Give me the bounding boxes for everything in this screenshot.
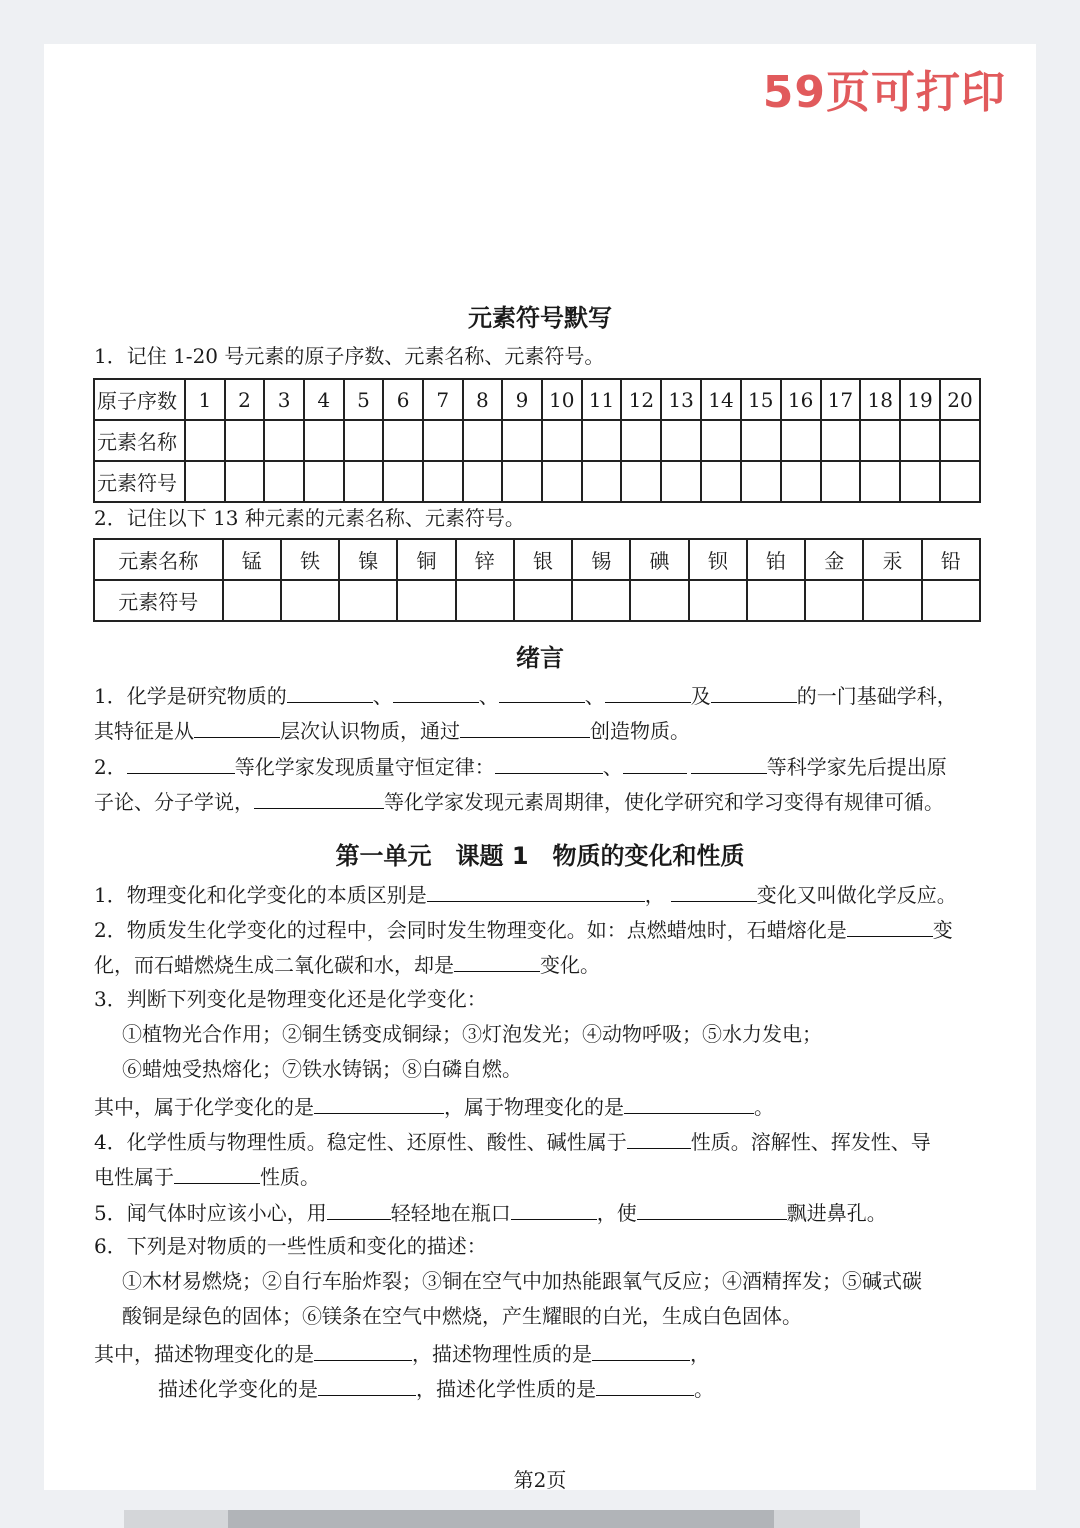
unit1-line-2 <box>94 916 953 942</box>
table-cell <box>741 461 781 502</box>
table-cell: 20 <box>940 379 980 420</box>
intro-line-3 <box>94 753 947 779</box>
table-cell <box>781 420 821 461</box>
section-title-unit-1: 第一单元 课题 1 物质的变化和性质 <box>335 842 745 870</box>
question-2-text: 2．记住以下 13 种元素的元素名称、元素符号。 <box>94 506 525 530</box>
text: 子论、分子学说， <box>94 790 254 814</box>
text: 1．化学是研究物质的 <box>94 684 287 708</box>
text: 质量守恒定律： <box>354 755 495 779</box>
table-cell <box>900 461 940 502</box>
table-cell <box>225 420 265 461</box>
table-cell: 7 <box>423 379 463 420</box>
unit1-line-1 <box>94 881 957 907</box>
table-cell: 5 <box>344 379 384 420</box>
table-cell <box>747 580 805 621</box>
table-cell <box>863 580 921 621</box>
text: 、 <box>478 684 499 708</box>
table-cell <box>821 420 861 461</box>
blank-field[interactable] <box>847 916 933 937</box>
text: 2．物质发生化学变化的过程中，会同时发生物理变化。如：点燃蜡烛时，石蜡熔化是 <box>94 918 847 942</box>
page-number: 第2页 <box>513 1468 567 1492</box>
unit1-line-3 <box>94 951 600 977</box>
table-cell <box>383 461 423 502</box>
unit1-line-8 <box>94 1128 931 1154</box>
text: ，使 <box>596 1201 637 1225</box>
table-cell <box>344 420 384 461</box>
text: 轻轻地在瓶口 <box>390 1201 511 1225</box>
text: 层次认识物质，通过 <box>280 719 460 743</box>
table-cell: 13 <box>661 379 701 420</box>
table-cell: 钡 <box>689 539 747 580</box>
table-cell: 金 <box>805 539 863 580</box>
table-cell <box>781 461 821 502</box>
table-cell: 铁 <box>281 539 339 580</box>
text: 、 <box>602 755 623 779</box>
table-cell <box>661 420 701 461</box>
blank-field[interactable] <box>671 881 757 902</box>
table-cell <box>701 461 741 502</box>
table-cell: 元素符号 <box>94 580 223 621</box>
text: 等化学家发现元素周期律，使化学研究和学习变得有规律可循。 <box>384 790 944 814</box>
text: 飘进鼻孔。 <box>786 1201 887 1225</box>
text: 变化又叫做化学反应。 <box>756 883 957 907</box>
table-cell: 3 <box>264 379 304 420</box>
text: 性质。 <box>260 1165 320 1189</box>
table-cell: 锡 <box>572 539 630 580</box>
unit1-line-4: 3．判断下列变化是物理变化还是化学变化： <box>94 987 487 1011</box>
table-cell: 14 <box>701 379 741 420</box>
table-cell <box>940 420 980 461</box>
text: 、 <box>372 684 393 708</box>
table-cell <box>621 461 661 502</box>
table-cell: 元素符号 <box>94 461 185 502</box>
text: 创造物质。 <box>590 719 690 743</box>
unit1-line-9 <box>94 1163 320 1189</box>
blank-field[interactable] <box>495 753 603 774</box>
table-cell: 元素名称 <box>94 420 185 461</box>
blank-field[interactable] <box>194 717 280 738</box>
table-cell <box>805 580 863 621</box>
table-cell: 4 <box>304 379 344 420</box>
blank-field[interactable] <box>596 1375 694 1396</box>
text: ， <box>644 883 665 907</box>
table-cell: 11 <box>582 379 622 420</box>
table-cell: 18 <box>860 379 900 420</box>
table-cell <box>304 420 344 461</box>
table-cell <box>264 420 304 461</box>
table-cell <box>542 461 582 502</box>
blank-field[interactable] <box>499 682 585 703</box>
blank-field[interactable] <box>314 1340 412 1361</box>
table-cell: 银 <box>514 539 572 580</box>
table-cell <box>940 461 980 502</box>
table-cell <box>502 461 542 502</box>
text: 。 <box>694 1377 714 1401</box>
text: ，描述化学性质的是 <box>416 1377 596 1401</box>
unit1-line-6: ⑥蜡烛受热熔化；⑦铁水铸锅；⑧白磷自燃。 <box>122 1057 522 1081</box>
unit1-line-15 <box>158 1375 714 1401</box>
table-cell <box>463 420 503 461</box>
table-cell <box>689 580 747 621</box>
table-cell: 6 <box>383 379 423 420</box>
document-page <box>44 44 1036 1490</box>
table-cell <box>572 580 630 621</box>
table-cell <box>582 461 622 502</box>
table-cell <box>304 461 344 502</box>
table-cell <box>225 461 265 502</box>
table-cell <box>383 420 423 461</box>
intro-line-2 <box>94 717 690 743</box>
blank-field[interactable] <box>327 1199 391 1220</box>
table-cell <box>630 580 688 621</box>
section-title-element-symbols: 元素符号默写 <box>468 304 612 332</box>
unit1-line-11: 6．下列是对物质的一些性质和变化的描述： <box>94 1234 487 1258</box>
table-cell <box>502 420 542 461</box>
text: 等化学家发现 <box>234 755 355 779</box>
table-cell: 铜 <box>397 539 455 580</box>
text: 其中，描述物理变化的是 <box>94 1342 314 1366</box>
unit1-line-12: ①木材易燃烧；②自行车胎炸裂；③铜在空气中加热能跟氧气反应；④酒精挥发；⑤碱式碳 <box>122 1269 922 1293</box>
blank-field[interactable] <box>624 1093 754 1114</box>
table-cell: 8 <box>463 379 503 420</box>
table-cell <box>860 420 900 461</box>
unit1-line-14 <box>94 1340 710 1366</box>
blank-field[interactable] <box>592 1340 690 1361</box>
text: ， <box>690 1342 710 1366</box>
table-cell <box>281 580 339 621</box>
text: 变化。 <box>540 953 600 977</box>
table-cell <box>860 461 900 502</box>
text: 2． <box>94 755 127 779</box>
text: 电性属于 <box>94 1165 174 1189</box>
text: 5．闻气体时应该小心，用 <box>94 1201 327 1225</box>
blank-field[interactable] <box>711 682 797 703</box>
table-cell <box>344 461 384 502</box>
table-cell: 15 <box>741 379 781 420</box>
text: 其中，属于化学变化的是 <box>94 1095 314 1119</box>
table-cell: 1 <box>185 379 225 420</box>
table-cell: 锌 <box>456 539 514 580</box>
table-cell <box>922 580 980 621</box>
table-cell: 铅 <box>922 539 980 580</box>
blank-field[interactable] <box>127 753 235 774</box>
text: 性质。溶解性、挥发性、导 <box>690 1130 931 1154</box>
text: 、 <box>584 684 605 708</box>
table-cell <box>741 420 781 461</box>
table-cell: 汞 <box>863 539 921 580</box>
intro-line-4 <box>94 788 944 814</box>
table-cell <box>900 420 940 461</box>
text: 描述化学变化的是 <box>158 1377 318 1401</box>
table-cell <box>463 461 503 502</box>
table-cell <box>821 461 861 502</box>
table-cell: 铂 <box>747 539 805 580</box>
blank-field[interactable] <box>318 1375 416 1396</box>
element-name-table <box>93 538 981 622</box>
table-cell <box>339 580 397 621</box>
blank-field[interactable] <box>254 788 384 809</box>
question-1-text: 1．记住 1-20 号元素的原子序数、元素名称、元素符号。 <box>94 344 605 368</box>
text: 。 <box>754 1095 774 1119</box>
table-cell: 碘 <box>630 539 688 580</box>
table-cell: 10 <box>542 379 582 420</box>
unit1-line-13: 酸铜是绿色的固体；⑥镁条在空气中燃烧，产生耀眼的白光，生成白色固体。 <box>122 1304 802 1328</box>
blank-field[interactable] <box>623 753 687 774</box>
watermark-label: 59页可打印 <box>762 67 1006 118</box>
blank-field[interactable] <box>287 682 373 703</box>
table-cell: 17 <box>821 379 861 420</box>
table-cell <box>397 580 455 621</box>
blank-field[interactable] <box>454 951 540 972</box>
table-cell: 元素名称 <box>94 539 223 580</box>
blank-field[interactable] <box>637 1199 787 1220</box>
table-cell <box>264 461 304 502</box>
text: 等科学家先后提出原 <box>766 755 947 779</box>
table-cell: 镍 <box>339 539 397 580</box>
table-cell <box>661 461 701 502</box>
table-cell: 2 <box>225 379 265 420</box>
blank-field[interactable] <box>691 753 767 774</box>
blank-field[interactable] <box>511 1199 597 1220</box>
table-cell: 锰 <box>223 539 281 580</box>
table-cell <box>514 580 572 621</box>
table-cell <box>621 420 661 461</box>
text: 其特征是从 <box>94 719 194 743</box>
text: 的一门基础学科， <box>796 684 957 708</box>
table-cell <box>423 461 463 502</box>
unit1-line-7 <box>94 1093 774 1119</box>
table-cell <box>701 420 741 461</box>
intro-line-1 <box>94 682 957 708</box>
blank-field[interactable] <box>427 881 645 902</box>
blank-field[interactable] <box>393 682 479 703</box>
blank-field[interactable] <box>605 682 691 703</box>
table-cell: 16 <box>781 379 821 420</box>
table-cell <box>423 420 463 461</box>
section-title-introduction: 绪言 <box>516 644 564 672</box>
table-cell <box>185 420 225 461</box>
atomic-number-table <box>93 378 981 503</box>
blank-field[interactable] <box>460 717 590 738</box>
text: 及 <box>690 684 711 708</box>
table-cell: 原子序数 <box>94 379 185 420</box>
scrollbar-thumb[interactable] <box>228 1510 774 1528</box>
table-cell <box>185 461 225 502</box>
unit1-line-10 <box>94 1199 887 1225</box>
blank-field[interactable] <box>314 1093 444 1114</box>
horizontal-scrollbar[interactable] <box>124 1510 860 1528</box>
blank-field[interactable] <box>174 1163 260 1184</box>
table-cell <box>582 420 622 461</box>
table-cell <box>456 580 514 621</box>
table-cell: 12 <box>621 379 661 420</box>
table-cell <box>542 420 582 461</box>
unit1-line-5: ①植物光合作用；②铜生锈变成铜绿；③灯泡发光；④动物呼吸；⑤水力发电； <box>122 1022 822 1046</box>
text: ，属于物理变化的是 <box>444 1095 624 1119</box>
text: ，描述物理性质的是 <box>412 1342 592 1366</box>
table-cell: 19 <box>900 379 940 420</box>
text: 4．化学性质与物理性质。稳定性、还原性、酸性、碱性属于 <box>94 1130 627 1154</box>
table-cell: 9 <box>502 379 542 420</box>
text: 化，而石蜡燃烧生成二氧化碳和水，却是 <box>94 953 454 977</box>
text: 变 <box>932 918 953 942</box>
text: 1．物理变化和化学变化的本质区别是 <box>94 883 427 907</box>
blank-field[interactable] <box>627 1128 691 1149</box>
table-cell <box>223 580 281 621</box>
